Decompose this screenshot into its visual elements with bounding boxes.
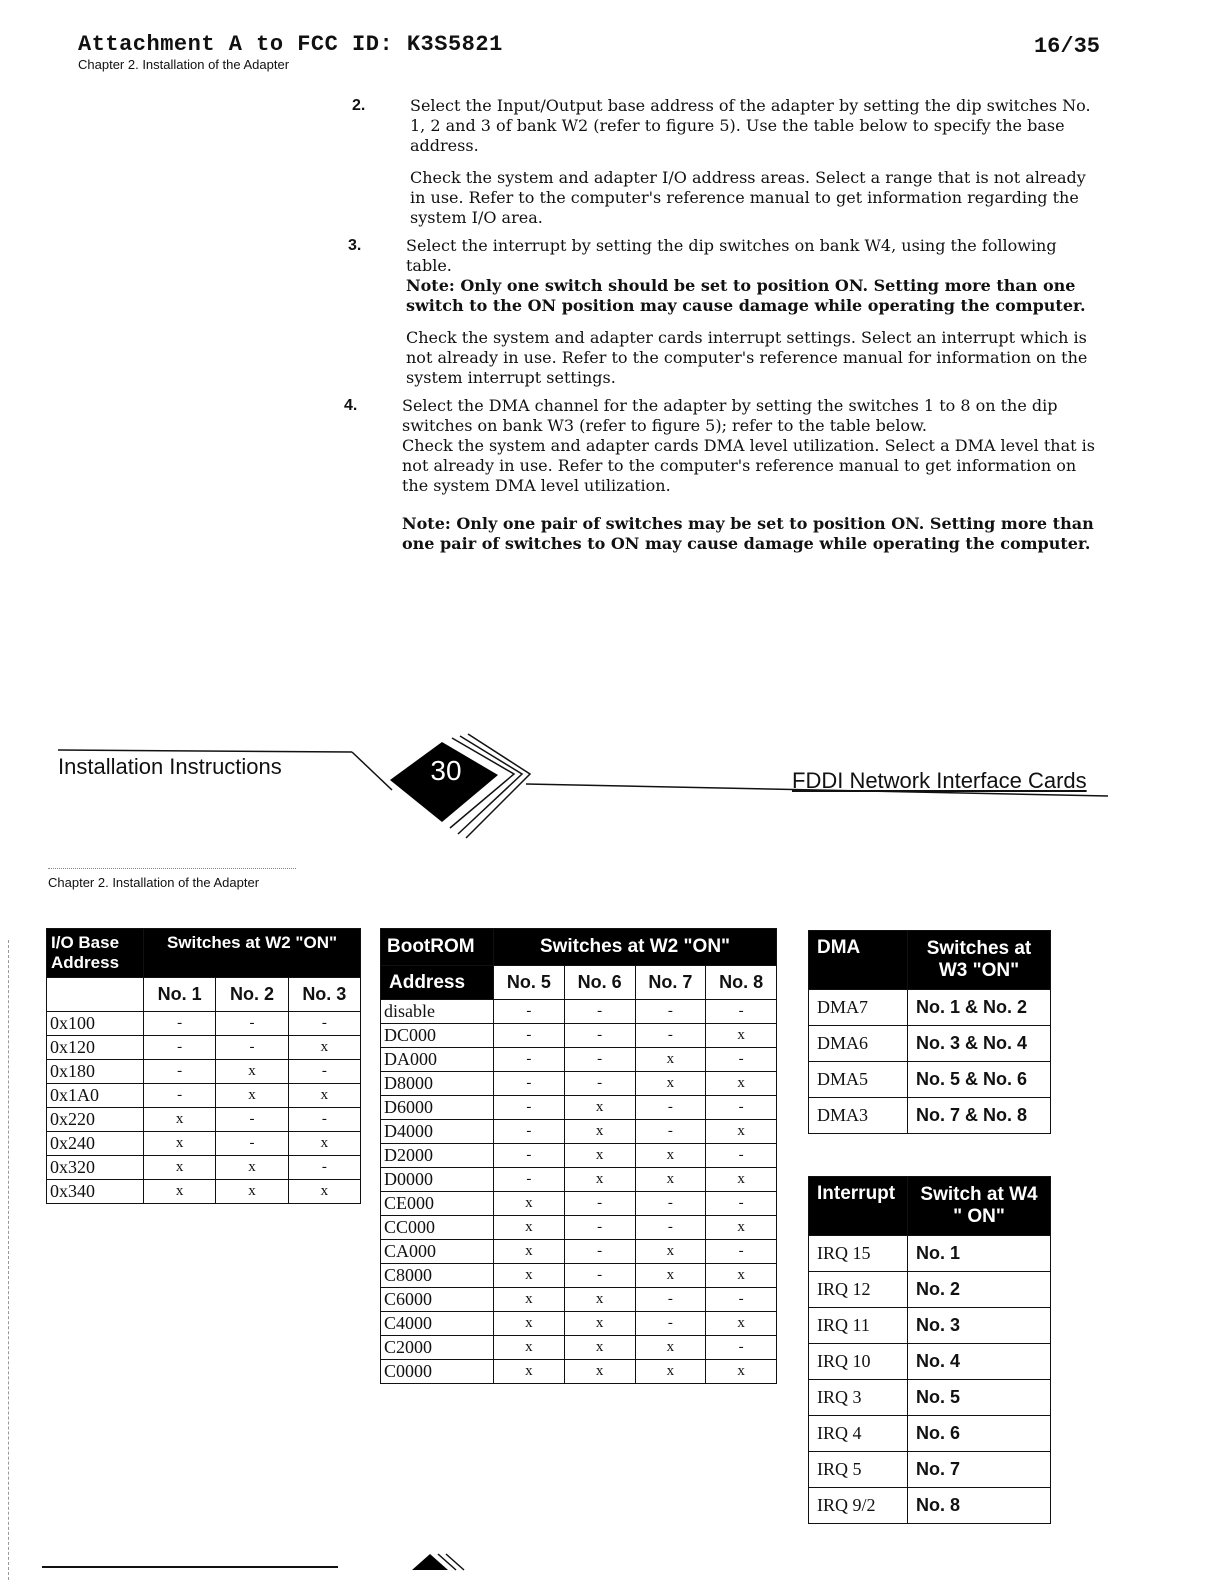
table-row [47, 1156, 361, 1180]
io-blank-cell [47, 978, 144, 1012]
step-paragraph: Check the system and adapter cards DMA level utilization. Select a DMA level that is not already in use. Refer to the computer's reference manual to get information on the system DMA level utilization. [402, 436, 1095, 495]
switch-cell: x [635, 1240, 706, 1264]
switch-cell: - [635, 1288, 706, 1312]
switch-cell: - [144, 1012, 216, 1036]
switch-cell: x [635, 1144, 706, 1168]
irq-level: IRQ 4 [809, 1416, 908, 1452]
table-row [381, 1144, 777, 1168]
switch-cell: x [706, 1312, 777, 1336]
dma-header-dma: DMA [809, 931, 908, 990]
step-number: 2. [352, 97, 366, 114]
irq-level: IRQ 9/2 [809, 1488, 908, 1524]
bottom-rule [42, 1566, 338, 1568]
irq-switch: No. 3 [908, 1308, 1051, 1344]
switch-cell: - [564, 1000, 635, 1024]
switch-cell: x [564, 1336, 635, 1360]
switch-cell: - [288, 1012, 360, 1036]
switch-cell: - [564, 1192, 635, 1216]
switch-cell: - [288, 1156, 360, 1180]
irq-header-interrupt: Interrupt [809, 1177, 908, 1236]
table-row [381, 1288, 777, 1312]
switch-cell: - [288, 1060, 360, 1084]
irq-level: IRQ 11 [809, 1308, 908, 1344]
table-row [381, 1048, 777, 1072]
switch-cell: x [635, 1168, 706, 1192]
io-address: 0x100 [47, 1012, 144, 1036]
table-row [47, 1012, 361, 1036]
dotted-divider [48, 868, 296, 869]
table-row [381, 1096, 777, 1120]
switch-cell: - [494, 1144, 565, 1168]
switch-cell: - [564, 1264, 635, 1288]
table-row [381, 1336, 777, 1360]
table-row [47, 1060, 361, 1084]
switch-cell: x [216, 1060, 288, 1084]
bootrom-subheader: No. 8 [706, 966, 777, 1000]
footer-right-label: FDDI Network Interface Cards [792, 768, 1087, 793]
table-row [809, 1452, 1051, 1488]
table-row [47, 1180, 361, 1204]
bootrom-subheader: No. 5 [494, 966, 565, 1000]
switch-cell: - [706, 1096, 777, 1120]
switch-cell: x [288, 1036, 360, 1060]
table-row [809, 1308, 1051, 1344]
dma-level: DMA6 [809, 1026, 908, 1062]
table-row [381, 1192, 777, 1216]
step-4 [344, 396, 1102, 566]
switch-cell: x [144, 1108, 216, 1132]
table-row [809, 1344, 1051, 1380]
switch-cell: - [216, 1012, 288, 1036]
io-address: 0x340 [47, 1180, 144, 1204]
io-address: 0x1A0 [47, 1084, 144, 1108]
switch-cell: x [494, 1216, 565, 1240]
table-row [381, 1312, 777, 1336]
bootrom-address-table [380, 928, 777, 1384]
table-row [809, 1098, 1051, 1134]
step-number: 3. [348, 237, 362, 254]
bootrom-address: disable [381, 1000, 494, 1024]
table-row [809, 1416, 1051, 1452]
switch-cell: - [564, 1216, 635, 1240]
switch-cell: - [635, 1312, 706, 1336]
bootrom-address: D2000 [381, 1144, 494, 1168]
irq-switch: No. 7 [908, 1452, 1051, 1488]
switch-cell: x [635, 1336, 706, 1360]
dma-header-switches: Switches at W3 "ON" [908, 931, 1051, 990]
step-paragraph: Select the DMA channel for the adapter by setting the switches 1 to 8 on the dip switches on bank W3 (refer to figure 5); refer to the table below. [402, 396, 1058, 435]
switch-cell: - [635, 1096, 706, 1120]
switch-cell: x [706, 1216, 777, 1240]
io-address: 0x320 [47, 1156, 144, 1180]
irq-level: IRQ 10 [809, 1344, 908, 1380]
irq-level: IRQ 12 [809, 1272, 908, 1308]
irq-level: IRQ 5 [809, 1452, 908, 1488]
switch-cell: - [635, 1216, 706, 1240]
table-row [381, 1120, 777, 1144]
step-paragraph: Check the system and adapter I/O address areas. Select a range that is not already in use. Refer to the computer's reference manual to get information regarding the system I/O area. [410, 168, 1086, 227]
table-row [47, 1132, 361, 1156]
switch-cell: x [288, 1084, 360, 1108]
dma-level: DMA3 [809, 1098, 908, 1134]
bootrom-header-top: BootROM [381, 929, 494, 966]
irq-switch: No. 5 [908, 1380, 1051, 1416]
switch-cell: x [706, 1264, 777, 1288]
table-row [381, 1240, 777, 1264]
switch-cell: - [144, 1084, 216, 1108]
switch-cell: x [494, 1240, 565, 1264]
dma-table [808, 930, 1051, 1134]
table-row [809, 1272, 1051, 1308]
switch-cell: x [494, 1360, 565, 1384]
table-row [381, 1024, 777, 1048]
switch-cell: x [144, 1180, 216, 1204]
table-row [809, 1026, 1051, 1062]
switch-cell: - [144, 1060, 216, 1084]
interrupt-table [808, 1176, 1051, 1524]
irq-switch: No. 6 [908, 1416, 1051, 1452]
switch-cell: - [706, 1192, 777, 1216]
irq-level: IRQ 3 [809, 1380, 908, 1416]
bootrom-header-address: Address [381, 966, 494, 1000]
bootrom-address: C4000 [381, 1312, 494, 1336]
bottom-page-graphic [408, 1552, 488, 1584]
table-row [809, 1380, 1051, 1416]
switch-cell: - [635, 1024, 706, 1048]
irq-header-switch: Switch at W4 " ON" [908, 1177, 1051, 1236]
dma-switches: No. 1 & No. 2 [908, 990, 1051, 1026]
io-address: 0x220 [47, 1108, 144, 1132]
step-3 [348, 236, 1102, 400]
bootrom-subheader: No. 6 [564, 966, 635, 1000]
io-header-switches: Switches at W2 "ON" [144, 929, 361, 978]
switch-cell: x [288, 1132, 360, 1156]
table-row [381, 1264, 777, 1288]
switch-cell: x [564, 1360, 635, 1384]
bootrom-address: DA000 [381, 1048, 494, 1072]
switch-cell: x [564, 1288, 635, 1312]
dma-switches: No. 7 & No. 8 [908, 1098, 1051, 1134]
switch-cell: - [494, 1072, 565, 1096]
switch-cell: - [564, 1024, 635, 1048]
switch-cell: x [494, 1288, 565, 1312]
chapter-label-bottom: Chapter 2. Installation of the Adapter [48, 875, 260, 890]
irq-switch: No. 2 [908, 1272, 1051, 1308]
switch-cell: - [494, 1096, 565, 1120]
switch-cell: - [564, 1072, 635, 1096]
bootrom-header-switches: Switches at W2 "ON" [494, 929, 777, 966]
switch-cell: x [494, 1336, 565, 1360]
table-row [809, 1062, 1051, 1098]
switch-cell: x [635, 1048, 706, 1072]
irq-switch: No. 1 [908, 1236, 1051, 1272]
switch-cell: - [564, 1240, 635, 1264]
table-row [809, 1488, 1051, 1524]
switch-cell: - [564, 1048, 635, 1072]
switch-cell: - [706, 1336, 777, 1360]
switch-cell: x [216, 1084, 288, 1108]
switch-cell: - [635, 1192, 706, 1216]
table-row [47, 1036, 361, 1060]
switch-cell: - [288, 1108, 360, 1132]
switch-cell: - [494, 1120, 565, 1144]
bootrom-address: C6000 [381, 1288, 494, 1312]
footer-page-number: 30 [430, 755, 462, 786]
irq-switch: No. 4 [908, 1344, 1051, 1380]
bootrom-address: C2000 [381, 1336, 494, 1360]
table-row [381, 1072, 777, 1096]
switch-cell: x [564, 1096, 635, 1120]
switch-cell: x [706, 1024, 777, 1048]
step-note: Note: Only one switch should be set to position ON. Setting more than one switch to the ON position may cause damage while operating the computer. [406, 276, 1086, 315]
dma-switches: No. 5 & No. 6 [908, 1062, 1051, 1098]
switch-cell: - [494, 1024, 565, 1048]
switch-cell: x [564, 1312, 635, 1336]
switch-cell: x [564, 1144, 635, 1168]
switch-cell: - [706, 1144, 777, 1168]
switch-cell: - [635, 1120, 706, 1144]
switch-cell: - [216, 1132, 288, 1156]
dma-level: DMA5 [809, 1062, 908, 1098]
io-base-address-table [46, 928, 361, 1204]
switch-cell: - [216, 1036, 288, 1060]
table-row [809, 990, 1051, 1026]
table-row [47, 1084, 361, 1108]
margin-mark [8, 940, 9, 1580]
switch-cell: - [706, 1240, 777, 1264]
table-row [381, 1168, 777, 1192]
page-number: 16/35 [1033, 34, 1100, 59]
bootrom-address: D8000 [381, 1072, 494, 1096]
switch-cell: x [706, 1120, 777, 1144]
bootrom-address: CA000 [381, 1240, 494, 1264]
table-row [381, 1000, 777, 1024]
switch-cell: - [494, 1048, 565, 1072]
io-address: 0x120 [47, 1036, 144, 1060]
switch-cell: - [706, 1288, 777, 1312]
io-address: 0x240 [47, 1132, 144, 1156]
switch-cell: x [635, 1072, 706, 1096]
switch-cell: x [144, 1156, 216, 1180]
io-subheader: No. 3 [288, 978, 360, 1012]
footer-left-label: Installation Instructions [58, 754, 282, 779]
switch-cell: x [564, 1168, 635, 1192]
switch-cell: x [564, 1120, 635, 1144]
bootrom-address: C8000 [381, 1264, 494, 1288]
switch-cell: - [216, 1108, 288, 1132]
switch-cell: - [635, 1000, 706, 1024]
step-paragraph: Select the interrupt by setting the dip switches on bank W4, using the following table. [406, 236, 1057, 275]
step-paragraph: Check the system and adapter cards interrupt settings. Select an interrupt which is not already in use. Refer to the computer's reference manual for information on the system interrupt settings. [406, 328, 1088, 387]
irq-level: IRQ 15 [809, 1236, 908, 1272]
bootrom-address: CE000 [381, 1192, 494, 1216]
switch-cell: x [144, 1132, 216, 1156]
switch-cell: - [494, 1168, 565, 1192]
switch-cell: x [216, 1180, 288, 1204]
switch-cell: x [288, 1180, 360, 1204]
table-row [381, 1360, 777, 1384]
dma-switches: No. 3 & No. 4 [908, 1026, 1051, 1062]
chapter-label-top: Chapter 2. Installation of the Adapter [78, 57, 290, 72]
switch-cell: x [635, 1360, 706, 1384]
irq-switch: No. 8 [908, 1488, 1051, 1524]
table-row [381, 1216, 777, 1240]
switch-cell: - [706, 1000, 777, 1024]
table-row [809, 1236, 1051, 1272]
switch-cell: x [494, 1312, 565, 1336]
step-number: 4. [344, 397, 358, 414]
switch-cell: x [216, 1156, 288, 1180]
switch-cell: - [494, 1000, 565, 1024]
dma-level: DMA7 [809, 990, 908, 1026]
step-2 [352, 96, 1102, 240]
switch-cell: x [706, 1168, 777, 1192]
switch-cell: - [706, 1048, 777, 1072]
bootrom-address: DC000 [381, 1024, 494, 1048]
step-paragraph: Select the Input/Output base address of the adapter by setting the dip switches No. 1, 2 and 3 of bank W2 (refer to figure 5). Use the table below to specify the base address. [410, 96, 1091, 155]
io-header-address: I/O Base Address [47, 929, 144, 978]
bootrom-address: D4000 [381, 1120, 494, 1144]
bootrom-address: D6000 [381, 1096, 494, 1120]
bootrom-address: C0000 [381, 1360, 494, 1384]
bootrom-address: CC000 [381, 1216, 494, 1240]
step-note: Note: Only one pair of switches may be set to position ON. Setting more than one pair of switches to ON may cause damage while operating the computer. [402, 514, 1094, 553]
io-address: 0x180 [47, 1060, 144, 1084]
switch-cell: x [494, 1192, 565, 1216]
document-title: Attachment A to FCC ID: K3S5821 [78, 32, 503, 57]
table-row [47, 1108, 361, 1132]
bootrom-subheader: No. 7 [635, 966, 706, 1000]
switch-cell: - [144, 1036, 216, 1060]
io-subheader: No. 1 [144, 978, 216, 1012]
switch-cell: x [706, 1072, 777, 1096]
switch-cell: x [706, 1360, 777, 1384]
switch-cell: x [635, 1264, 706, 1288]
io-subheader: No. 2 [216, 978, 288, 1012]
switch-cell: x [494, 1264, 565, 1288]
bootrom-address: D0000 [381, 1168, 494, 1192]
